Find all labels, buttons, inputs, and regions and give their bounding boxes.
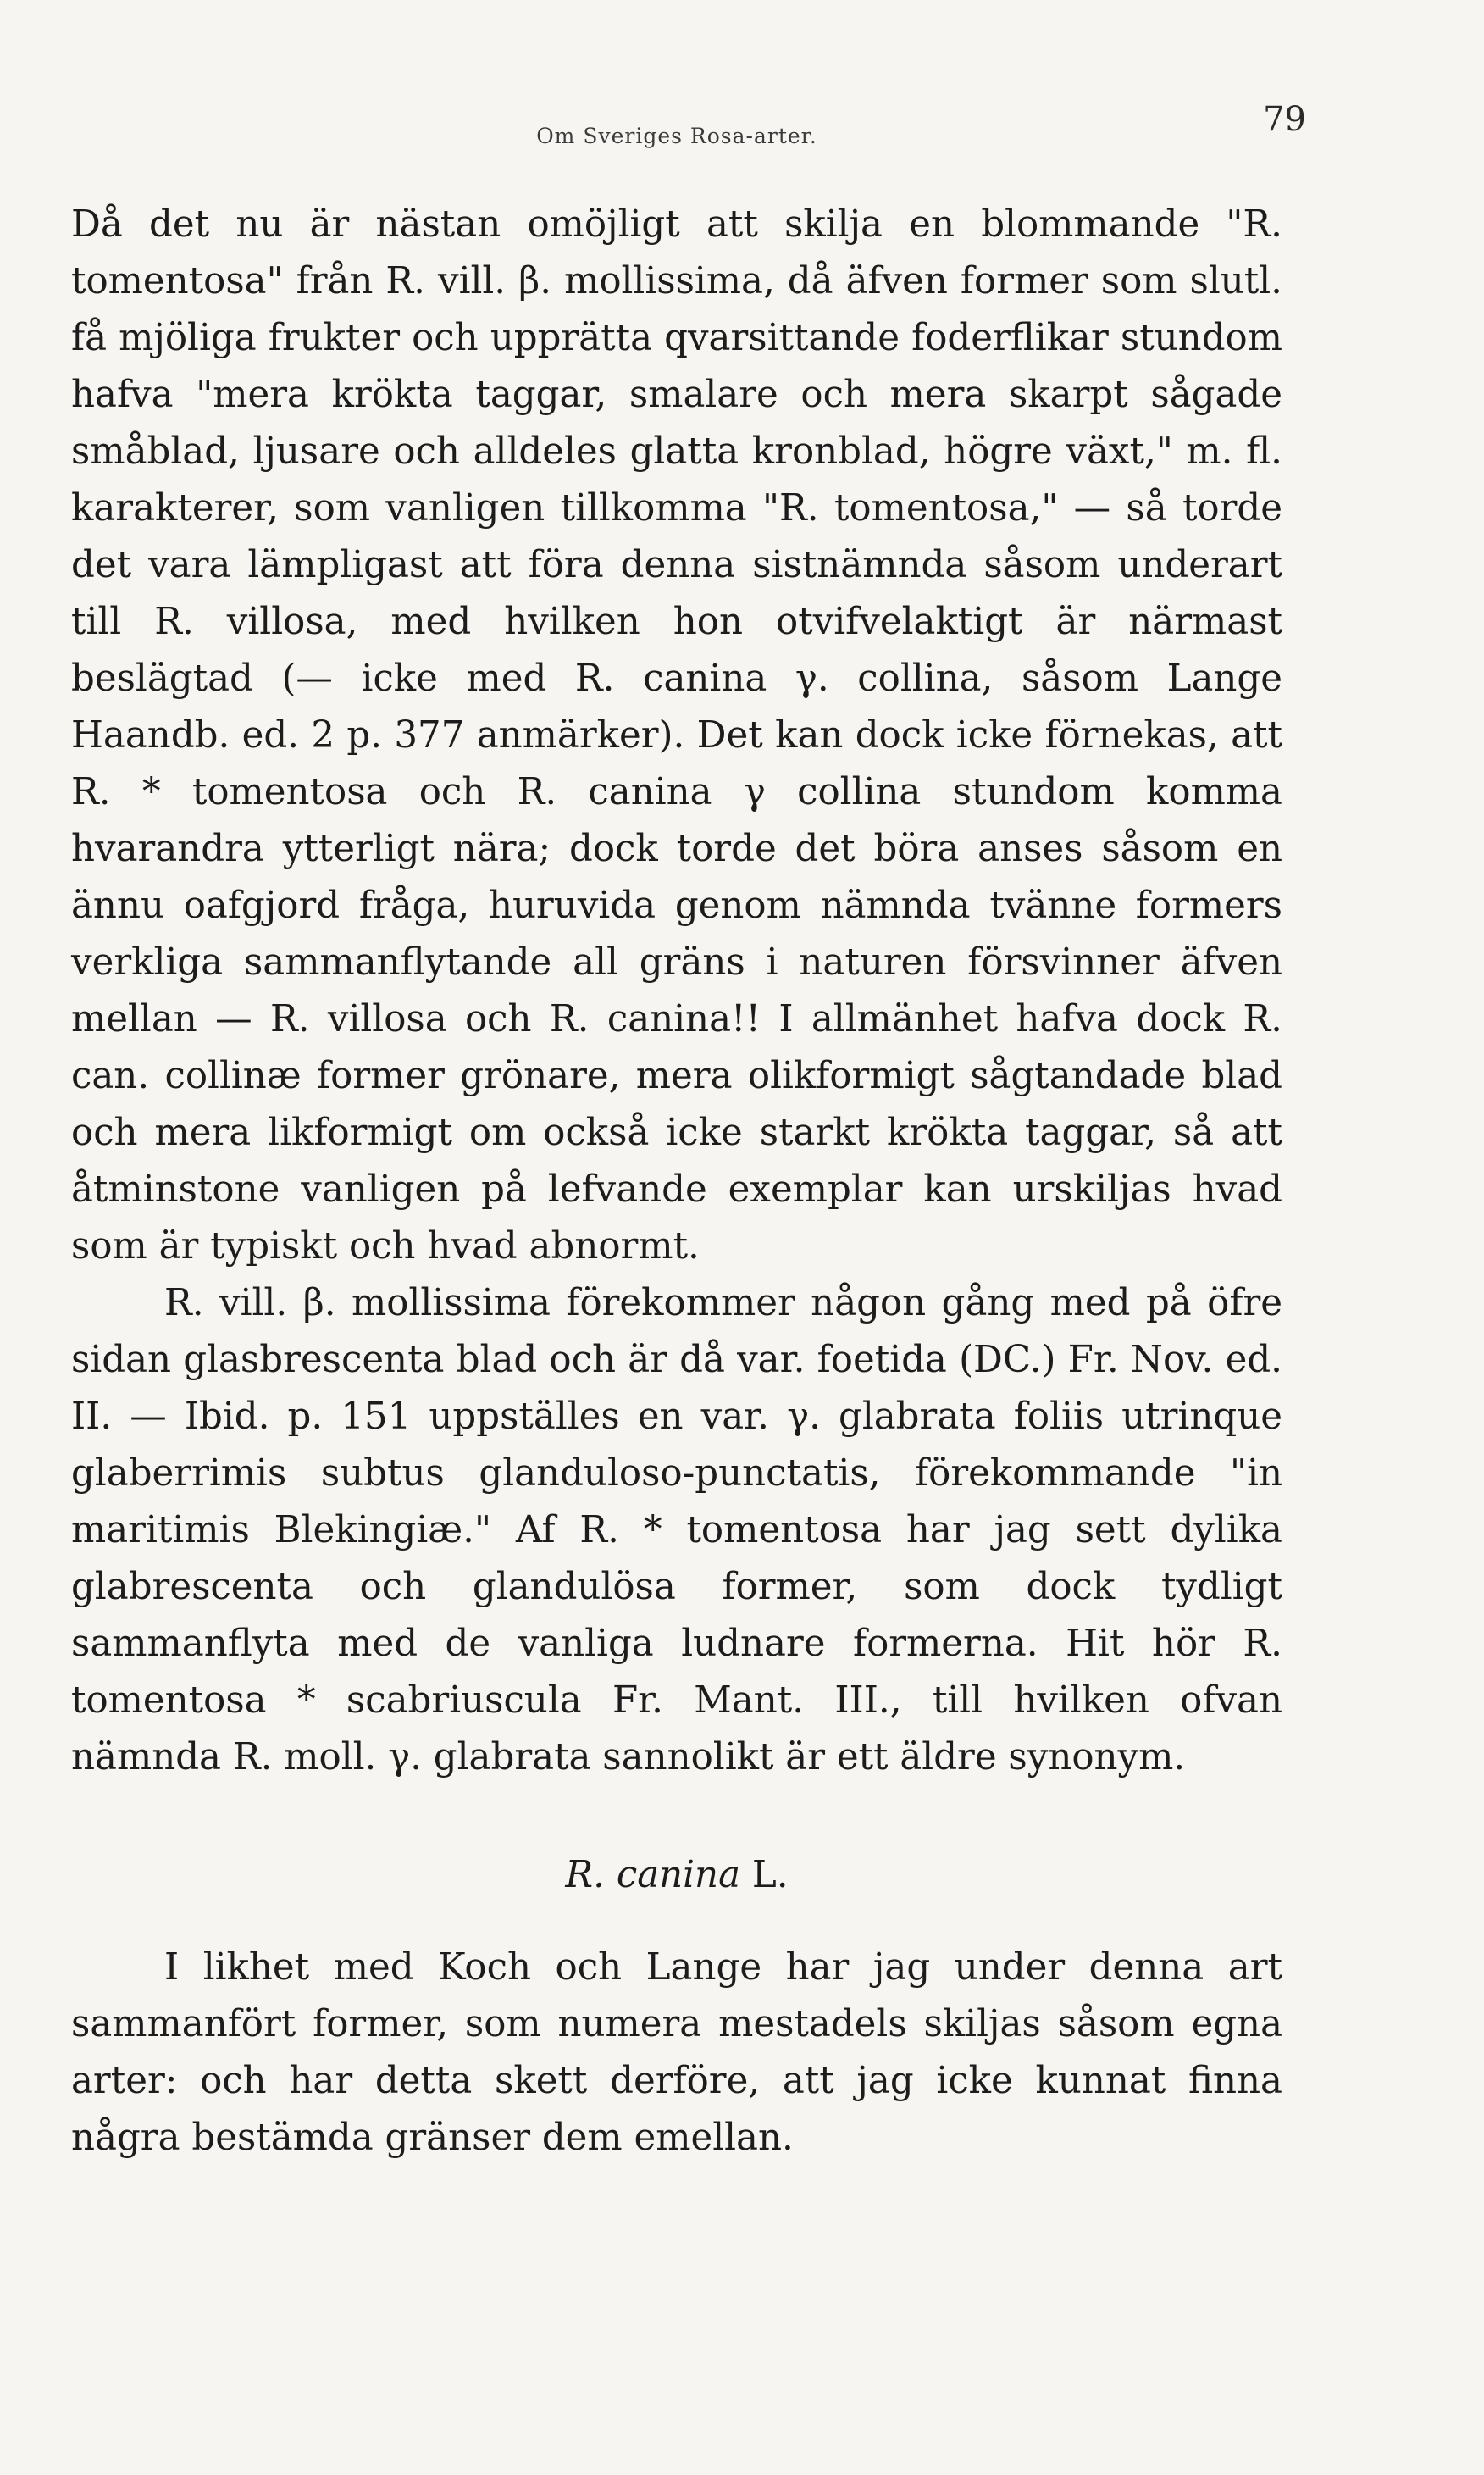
paragraph-1: Då det nu är nästan omöjligt att skilja en blommande "R. tomentosa" från R. vill. β. mollissima, då äfven former som slutl. få mjöliga frukter och upprätta qvarsittande foderflikar stundom hafva "mera krökta taggar, smalare och mera skarpt sågade småblad, ljusare och alldeles glatta kronblad, högre växt," m. fl. karakterer, som vanligen tillkomma "R. tomentosa," — så torde det vara lämpligast att föra denna sistnämnda såsom underart till R. villosa, med hvilken hon otvifvelaktigt är närmast beslägtad (— icke med R. canina γ. collina, såsom Lange Haandb. ed. 2 p. 377 anmärker). Det kan dock icke förnekas, att R. * tomentosa och R. canina γ collina stundom komma hvarandra ytterligt nära; dock torde det böra anses såsom en ännu oafgjord fråga, huruvida genom nämnda tvänne formers verkliga sammanflytande all gräns i naturen försvinner äfven mellan — R. villosa och R. canina!! I allmänhet hafva dock R. can. collinæ former grönare, mera olikformigt sågtandade blad och mera likformigt om också icke starkt krökta taggar, så att åtminstone vanligen på lefvande exemplar kan urskiljas hvad som är typiskt och hvad abnormt. [71, 203, 1282, 1268]
section-heading-taxon: R. canina [565, 1854, 741, 1896]
paragraph-2: R. vill. β. mollissima förekommer någon gång med på öfre sidan glasbrescenta blad och är då var. foetida (DC.) Fr. Nov. ed. II. — Ibid. p. 151 uppställes en var. γ. glabrata foliis utrinque glaberrimis subtus glanduloso-punctatis, förekommande "in maritimis Blekingiæ." Af R. * tomentosa har jag sett dylika glabrescenta och glandulösa former, som dock tydligt sammanflyta med de vanliga ludnare formerna. Hit hör R. tomentosa * scabriuscula Fr. Mant. III., till hvilken ofvan nämnda R. moll. γ. glabrata sannolikt är ett äldre synonym. [71, 1282, 1282, 1779]
section-heading-author: L. [751, 1854, 789, 1896]
book-page [71, 100, 1306, 2167]
page-number: 79 [1263, 100, 1306, 139]
page-header [71, 100, 1306, 168]
running-title: Om Sveriges Rosa-arter. [536, 124, 817, 148]
paragraph-3: I likhet med Koch och Lange har jag under denna art sammanfört former, som numera mestadels skiljas såsom egna arter: och har detta skett derföre, att jag icke kunnat finna några bestämda gränser dem emellan. [71, 1946, 1282, 2159]
body-text [71, 197, 1282, 2167]
section-heading [71, 1847, 1282, 1904]
